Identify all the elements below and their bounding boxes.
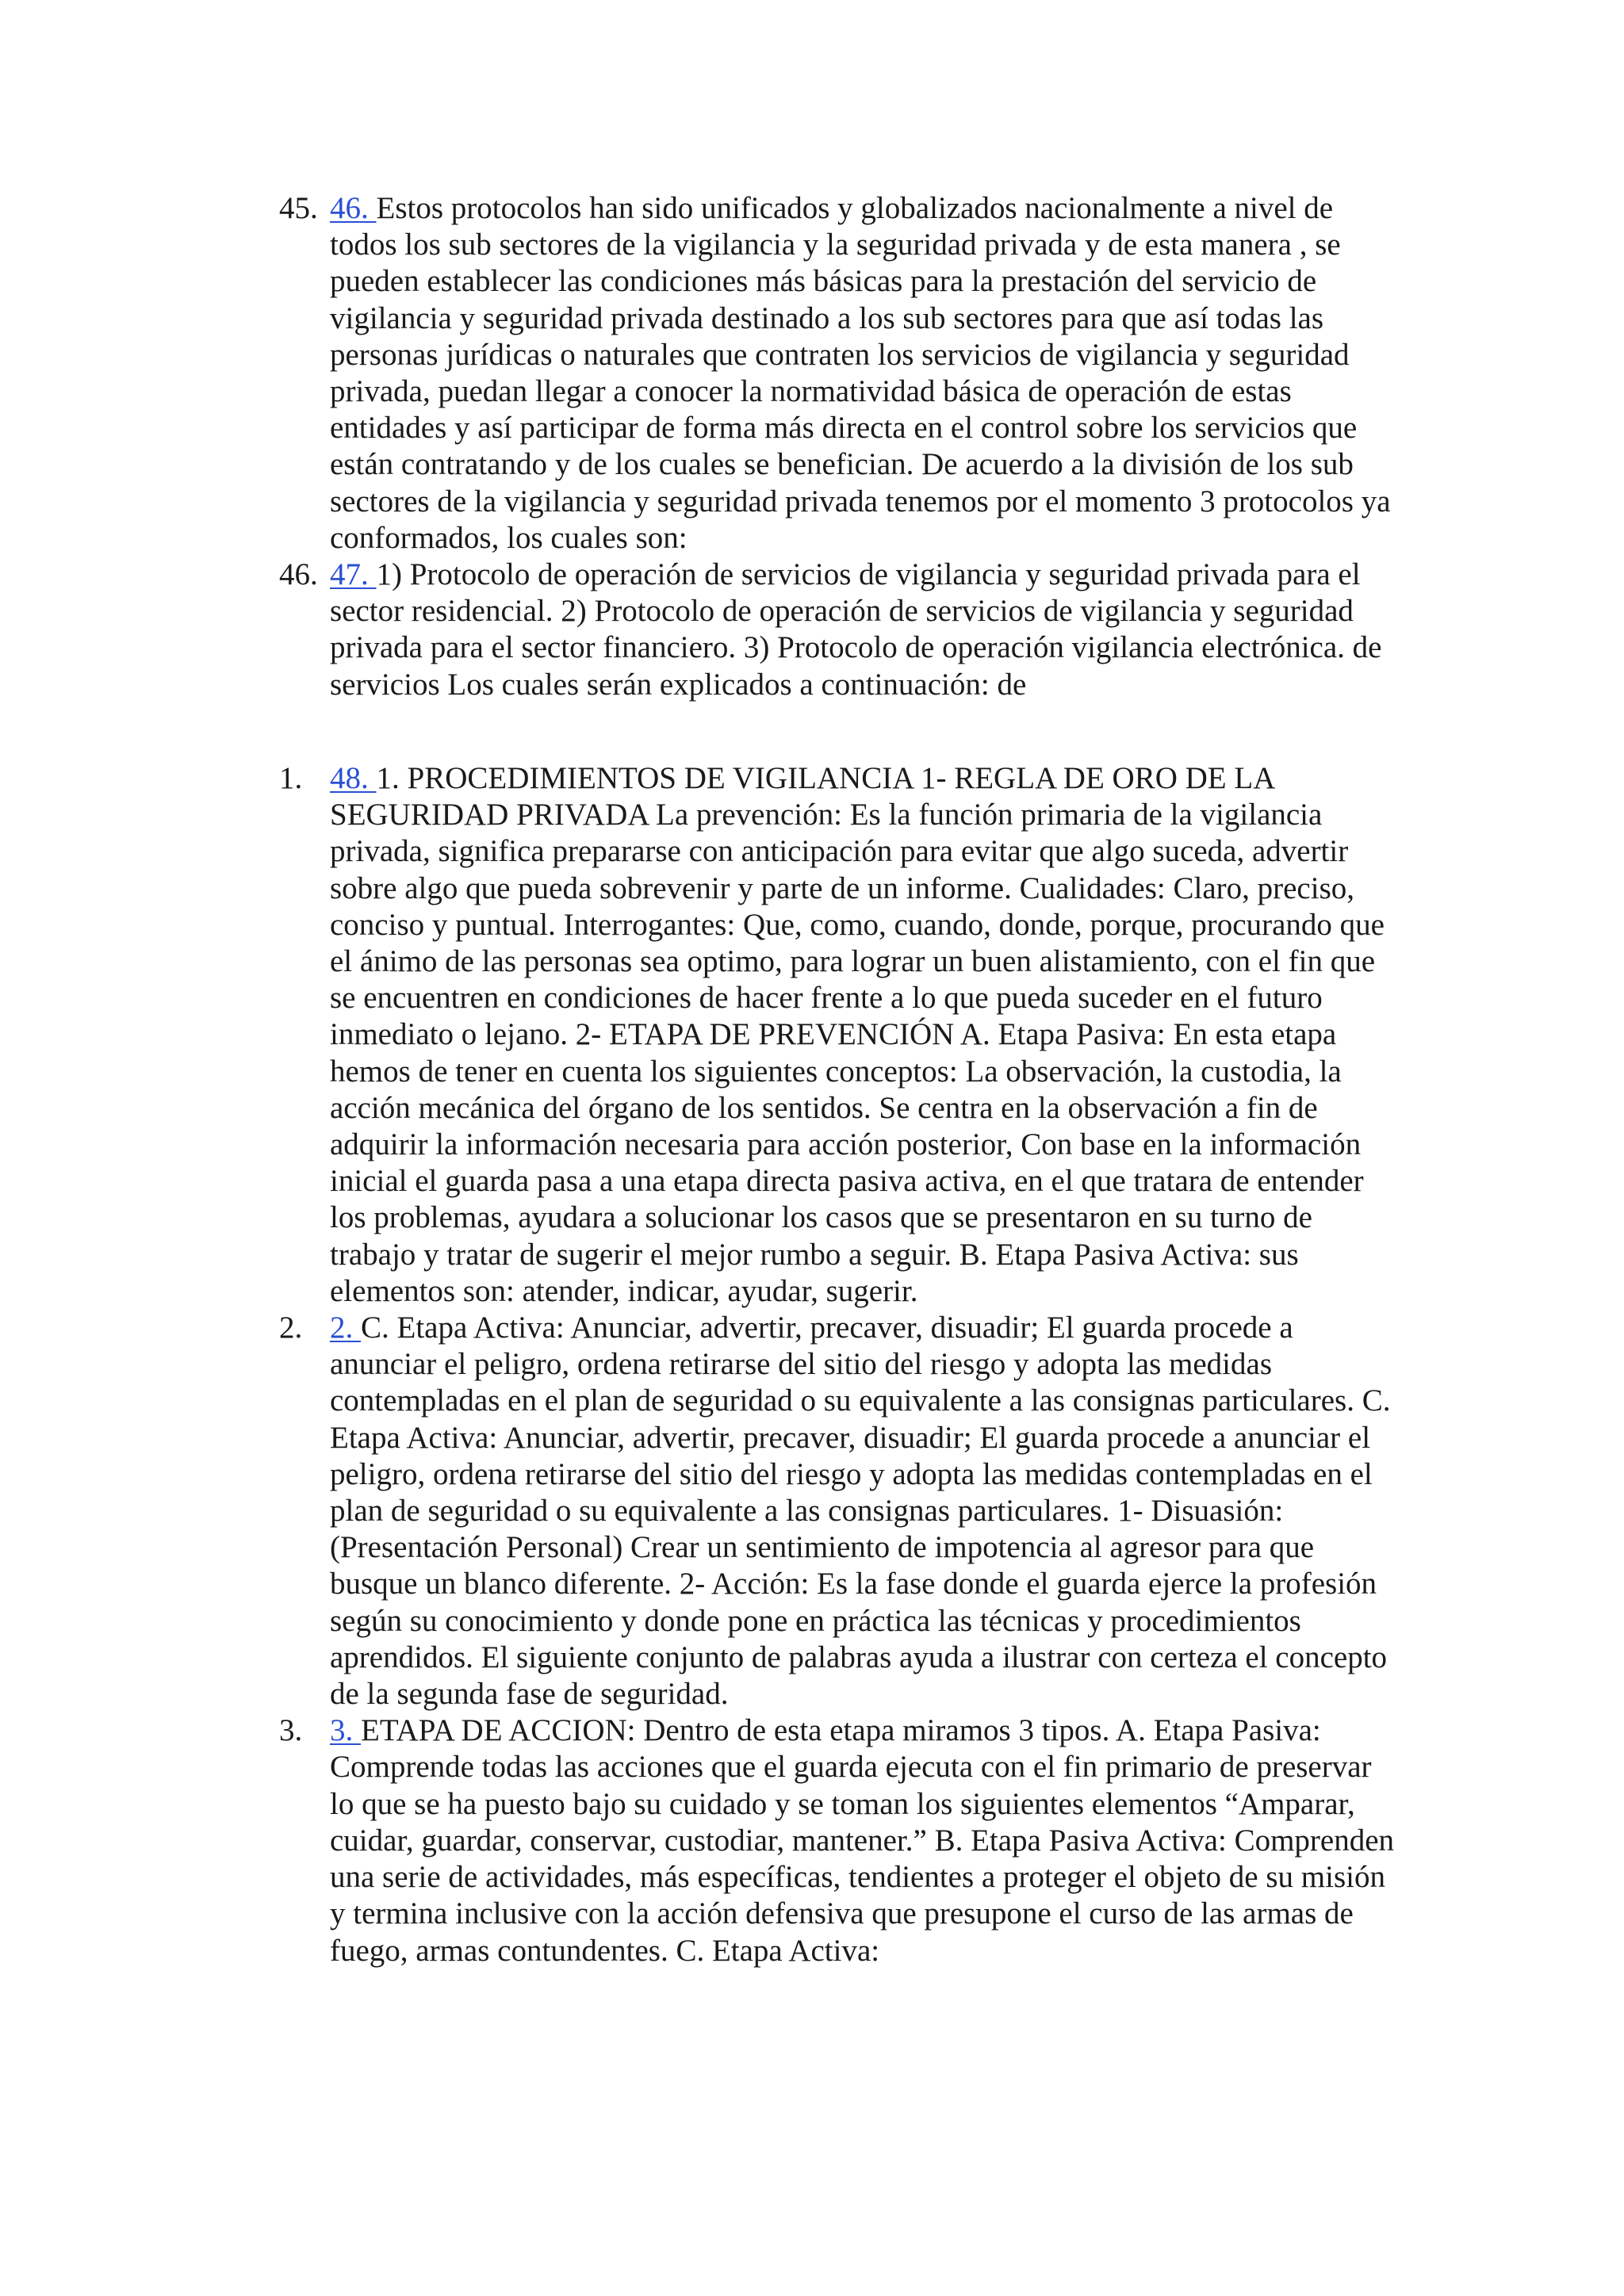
item-link[interactable]: 46. bbox=[330, 191, 377, 225]
item-text: 1. PROCEDIMIENTOS DE VIGILANCIA 1- REGLA DE ORO DE LA SEGURIDAD PRIVADA La prevención: Es la función primaria de la vigilancia privada, significa prepararse con anticipación para evitar que algo suceda, advertir sobre algo que pueda sobrevenir y parte de un informe. Cualidades: Claro, preciso, conciso y puntual. Interrogantes: Que, como, cuando, donde, porque, procurando que el ánimo de las personas sea optimo, para lograr un buen alistamiento, con el fin que se encuentren en condiciones de hacer frente a lo que pueda suceder en el futuro inmediato o lejano. 2- ETAPA DE PREVENCIÓN A. Etapa Pasiva: En esta etapa hemos de tener en cuenta los siguientes conceptos: La observación, la custodia, la acción mecánica del órgano de los sentidos. Se centra en la observación a fin de adquirir la información necesaria para acción posterior, Con base en la información inicial el guarda pasa a una etapa directa pasiva activa, en el que tratara de entender los problemas, ayudara a solucionar los casos que se presentaron en su turno de trabajo y tratar de sugerir el mejor rumbo a seguir. B. Etapa Pasiva Activa: sus elementos son: atender, indicar, ayudar, sugerir. bbox=[330, 761, 1385, 1308]
list-marker: 1. bbox=[279, 761, 303, 795]
list-item bbox=[279, 1712, 1397, 1969]
list-marker: 45. bbox=[279, 191, 318, 225]
numbered-list-bottom bbox=[279, 760, 1397, 1969]
list-marker: 2. bbox=[279, 1311, 303, 1345]
list-marker: 3. bbox=[279, 1713, 303, 1748]
item-link[interactable]: 48. bbox=[330, 761, 377, 795]
item-link[interactable]: 47. bbox=[330, 557, 377, 592]
item-text: 1) Protocolo de operación de servicios de vigilancia y seguridad privada para el sector residencial. 2) Protocolo de operación de servicios de vigilancia y seguridad privada para el sector financiero. 3) Protocolo de operación vigilancia electrónica. de servicios Los cuales serán explicados a continuación: de bbox=[330, 557, 1382, 702]
item-text: C. Etapa Activa: Anunciar, advertir, precaver, disuadir; El guarda procede a anunciar el peligro, ordena retirarse del sitio del riesgo y adopta las medidas contempladas en el plan de seguridad o su equivalente a las consignas particulares. C. Etapa Activa: Anunciar, advertir, precaver, disuadir; El guarda procede a anunciar el peligro, ordena retirarse del sitio del riesgo y adopta las medidas contempladas en el plan de seguridad o su equivalente a las consignas particulares. 1- Disuasión: (Presentación Personal) Crear un sentimiento de impotencia al agresor para que busque un blanco diferente. 2- Acción: Es la fase donde el guarda ejerce la profesión según su conocimiento y donde pone en práctica las técnicas y procedimientos aprendidos. El siguiente conjunto de palabras ayuda a ilustrar con certeza el concepto de la segunda fase de seguridad. bbox=[330, 1311, 1391, 1712]
list-item bbox=[279, 760, 1397, 1310]
item-text: ETAPA DE ACCION: Dentro de esta etapa miramos 3 tipos. A. Etapa Pasiva: Comprende todas las acciones que el guarda ejecuta con el fin primario de preservar lo que se ha puesto bajo su cuidado y se toman los siguientes elementos “Amparar, cuidar, guardar, conservar, custodiar, mantener.” B. Etapa Pasiva Activa: Comprenden una serie de actividades, más específicas, tendientes a proteger el objeto de su misión y termina inclusive con la acción defensiva que presupone el curso de las armas de fuego, armas contundentes. C. Etapa Activa: bbox=[330, 1713, 1395, 1968]
numbered-list-top bbox=[279, 190, 1397, 703]
list-marker: 46. bbox=[279, 557, 318, 592]
list-item bbox=[279, 1310, 1397, 1712]
list-item bbox=[279, 557, 1397, 703]
item-link[interactable]: 3. bbox=[330, 1713, 361, 1748]
item-text: Estos protocolos han sido unificados y globalizados nacionalmente a nivel de todos los sub sectores de la vigilancia y la seguridad privada y de esta manera , se pueden establecer las condiciones más básicas para la prestación del servicio de vigilancia y seguridad privada destinado a los sub sectores para que así todas las personas jurídicas o naturales que contraten los servicios de vigilancia y seguridad privada, puedan llegar a conocer la normatividad básica de operación de estas entidades y así participar de forma más directa en el control sobre los servicios que están contratando y de los cuales se benefician. De acuerdo a la división de los sub sectores de la vigilancia y seguridad privada tenemos por el momento 3 protocolos ya conformados, los cuales son: bbox=[330, 191, 1391, 555]
item-link[interactable]: 2. bbox=[330, 1311, 361, 1345]
list-item bbox=[279, 190, 1397, 557]
